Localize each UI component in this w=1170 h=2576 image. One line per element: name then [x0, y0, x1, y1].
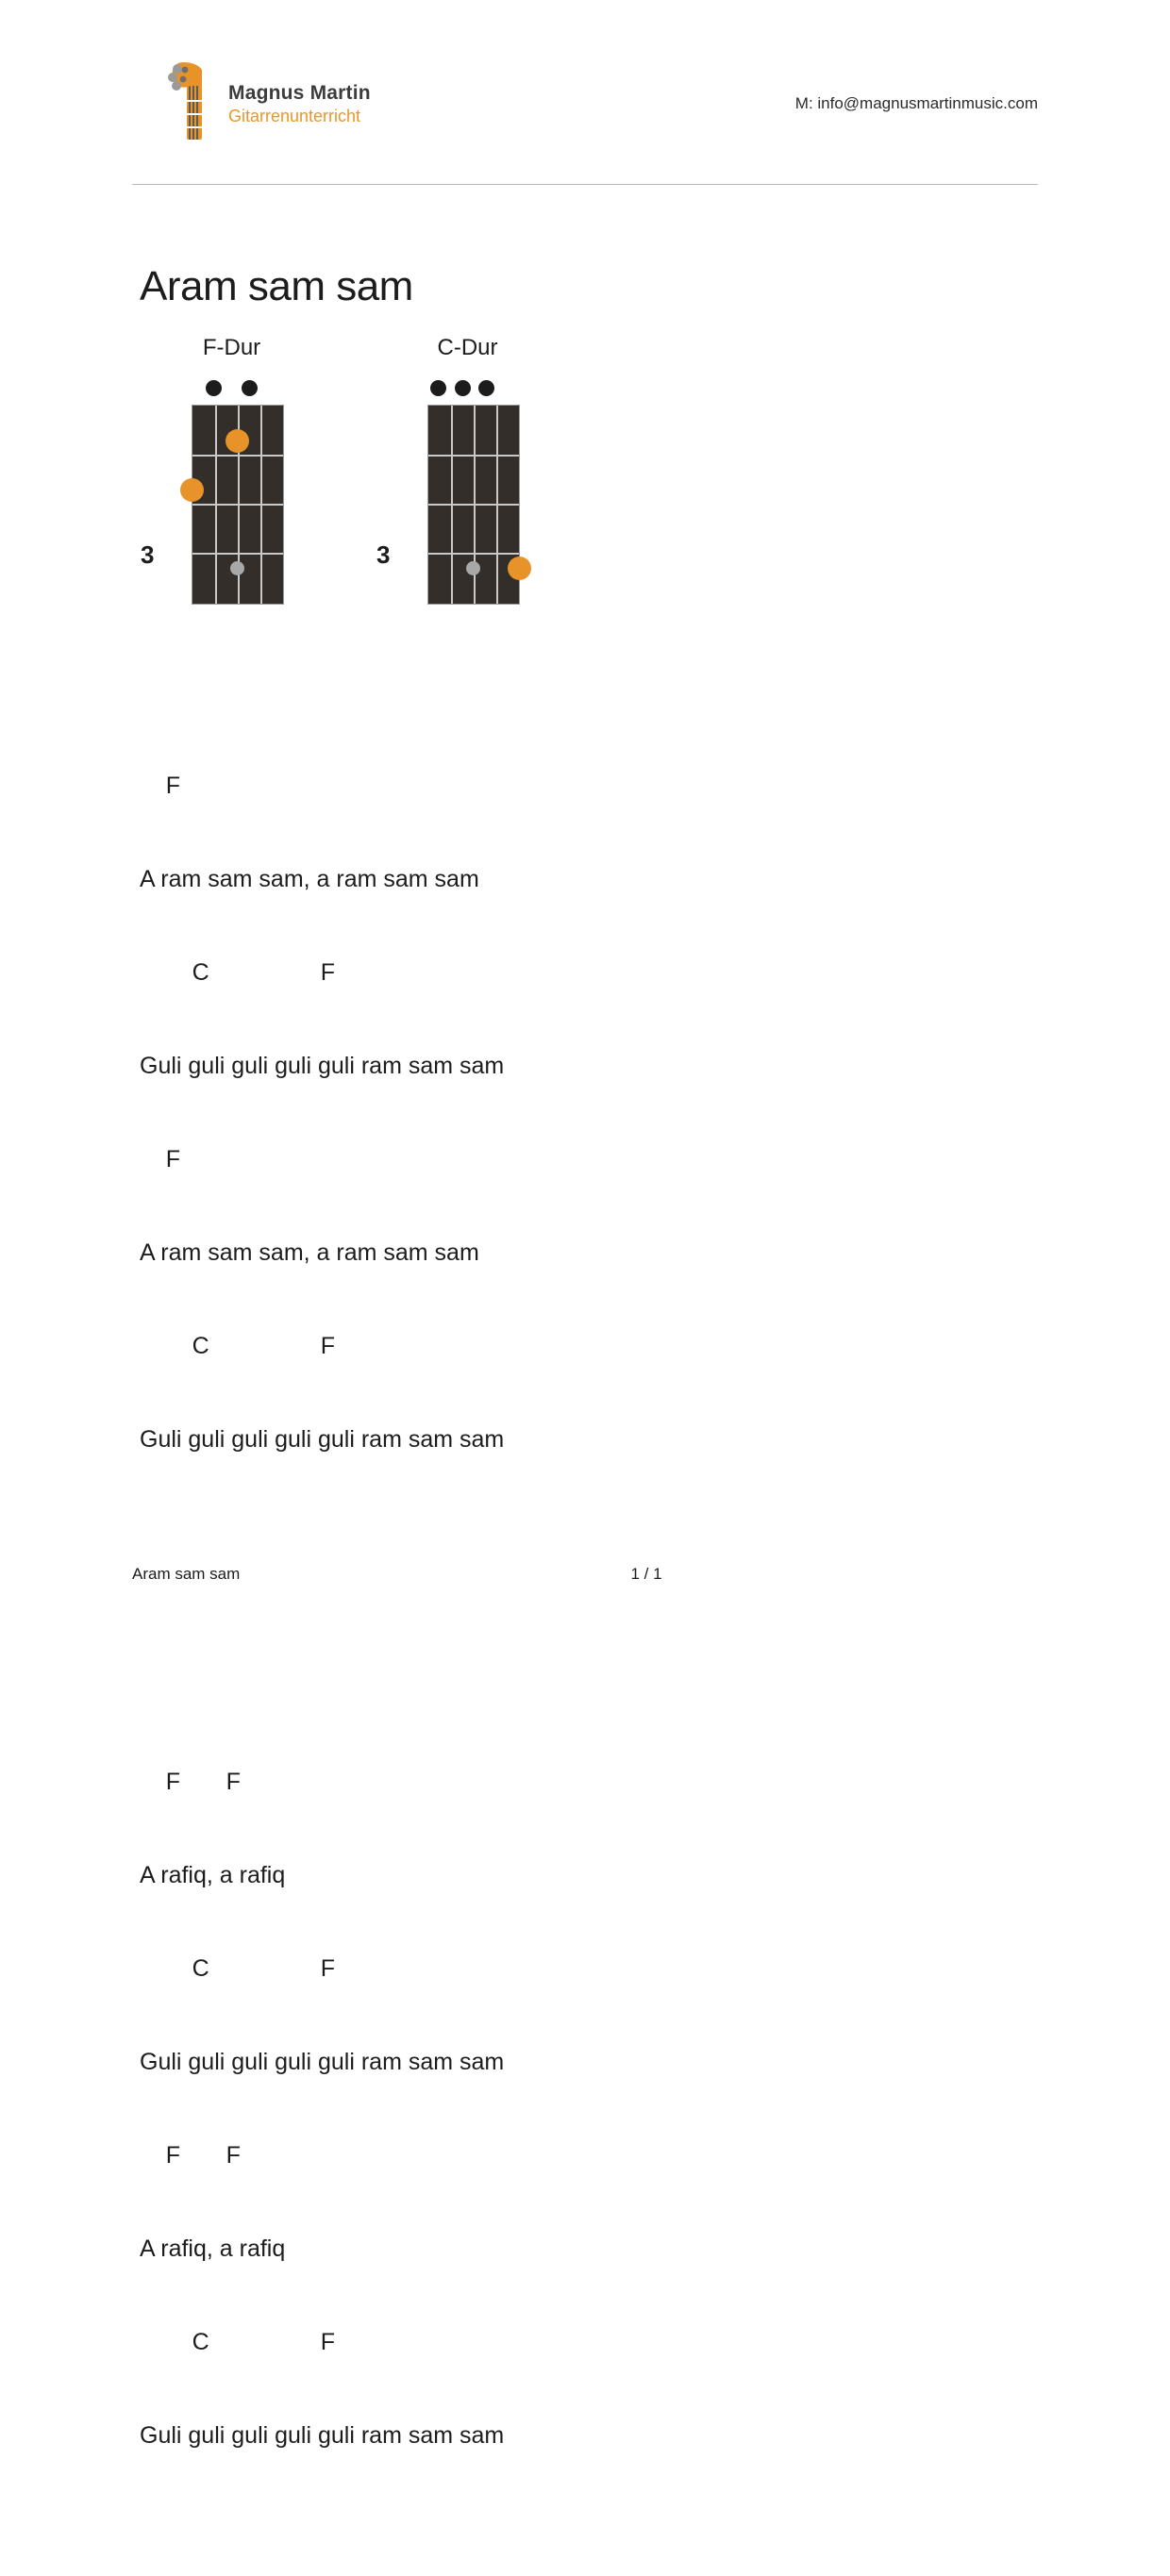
- chord-line: C F: [140, 2329, 335, 2355]
- header-divider: [132, 184, 1038, 185]
- chord-line: F: [140, 1146, 181, 1172]
- page-header: [132, 57, 1038, 151]
- open-string-dot: [206, 380, 222, 396]
- brand-subtitle: Gitarrenunterricht: [228, 107, 361, 126]
- footer-document-name: Aram sam sam: [132, 1565, 241, 1583]
- fretboard: [141, 373, 291, 608]
- stanza-gap: [140, 1580, 894, 1642]
- footer-page-number: 1 / 1: [630, 1565, 662, 1583]
- fretboard: [376, 373, 526, 608]
- muted-dot: [230, 561, 244, 575]
- lyrics-block: [140, 708, 894, 1518]
- lyric-line: Guli guli guli guli guli ram sam sam: [140, 2049, 505, 2075]
- chord-line: C F: [140, 1333, 335, 1359]
- open-string-dot: [478, 380, 494, 396]
- lyric-line: A rafiq, a rafiq: [140, 2235, 286, 2262]
- chord-name: C-Dur: [437, 335, 498, 360]
- fret-number: 3: [376, 540, 391, 569]
- finger-dot: [180, 478, 204, 502]
- lyrics-body: [140, 646, 894, 2576]
- chord-diagram-group: [140, 335, 611, 608]
- muted-dot: [466, 561, 480, 575]
- lyric-line: A ram sam sam, a ram sam sam: [140, 866, 479, 892]
- page-title: Aram sam sam: [140, 263, 413, 310]
- lyric-line: Guli guli guli guli guli ram sam sam: [140, 2422, 505, 2449]
- lyric-line: Guli guli guli guli guli ram sam sam: [140, 1426, 505, 1453]
- brand-block: [160, 57, 371, 143]
- chord-name: F-Dur: [202, 335, 261, 360]
- chord-line: F F: [140, 1769, 241, 1795]
- chord-line: C F: [140, 959, 335, 986]
- chord-line: F F: [140, 2142, 241, 2169]
- open-string-dot: [455, 380, 471, 396]
- finger-dot: [508, 557, 531, 580]
- brand-text: [228, 72, 371, 128]
- guitar-headstock-icon: [160, 57, 219, 143]
- contact-email: M: info@magnusmartinmusic.com: [794, 94, 1038, 112]
- lyric-line: A ram sam sam, a ram sam sam: [140, 1239, 479, 1266]
- chord-line: F: [140, 773, 181, 799]
- brand-name: Magnus Martin: [228, 82, 371, 105]
- finger-dot: [226, 429, 249, 453]
- chord-line: C F: [140, 1955, 335, 1982]
- fret-number: 3: [141, 540, 155, 569]
- lyric-line: Guli guli guli guli guli ram sam sam: [140, 1053, 505, 1079]
- open-string-dot: [242, 380, 258, 396]
- lyrics-block: [140, 1704, 894, 2514]
- lyric-line: A rafiq, a rafiq: [140, 1862, 286, 1888]
- open-string-dot: [430, 380, 446, 396]
